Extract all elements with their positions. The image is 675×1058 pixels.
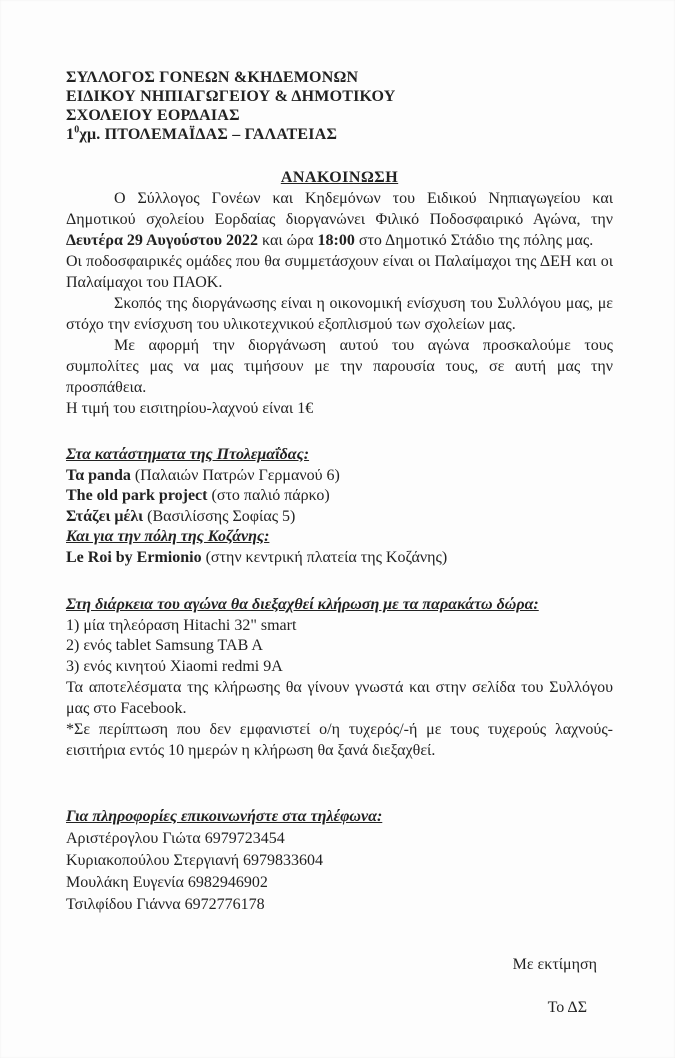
announcement-title (66, 167, 613, 188)
contact-entry: Μουλάκη Ευγενία 6982946902 (66, 874, 268, 891)
shop-item (66, 466, 613, 487)
shop-item (66, 486, 613, 507)
org-name-line2: ΕΙΔΙΚΟΥ ΝΗΠΙΑΓΩΓΕΙΟΥ & ΔΗΜΟΤΙΚΟΥ (66, 88, 396, 105)
raffle-prize-2: 2) ενός tablet Samsung TAB A (66, 637, 263, 654)
contacts-section (66, 806, 613, 916)
paragraph-ticket-price: Η τιμή του εισιτηρίου-λαχνού είναι 1€ (66, 400, 314, 417)
shop-name: Στάζει μέλι (66, 507, 144, 525)
km-number: 1 (66, 126, 75, 143)
intro-text-2: και ώρα (258, 232, 318, 249)
shop-name: Le Roi by Ermionio (66, 548, 202, 566)
closing-regards: Με εκτίμηση (512, 956, 597, 973)
paragraph-invitation: Με αφορμή την διοργάνωση αυτού του αγώνα προσκαλούμε τους συμπολίτες μας να μας τιμήσουν με την παρουσία τους, σε αυτή μας την προσπάθεια. (66, 337, 613, 396)
paragraph-teams: Οι ποδοσφαιρικές ομάδες που θα συμμετάσχουν είναι οι Παλαίμαχοι της ΔΕΗ και οι Παλαίμαχοι του ΠΑΟΚ. (66, 253, 613, 291)
paragraph-redraw-note: *Σε περίπτωση που δεν εμφανιστεί ο/η τυχερός/-ή με τους τυχερούς λαχνούς-εισιτήρια εντός 10 ημερών η κλήρωση θα ξανά διεξαχθεί. (66, 721, 613, 759)
intro-text-3: στο Δημοτικό Στάδιο της πόλης μας. (354, 232, 594, 249)
announcement-title-text: ΑΝΑΚΟΙΝΩΣΗ (280, 169, 399, 186)
org-name-line3: ΣΧΟΛΕΙΟΥ ΕΟΡΔΑΙΑΣ (66, 107, 240, 124)
shop-address: (στην κεντρική πλατεία της Κοζάνης) (201, 548, 448, 566)
shops-heading-ptolemaida: Στα κατάστηματα της Πτολεμαΐδας: (66, 446, 310, 463)
shops-heading-kozani: Και για την πόλη της Κοζάνης: (66, 528, 270, 545)
closing-signature: Το ΔΣ (547, 999, 587, 1016)
org-name-line1: ΣΥΛΛΟΓΟΣ ΓΟΝΕΩΝ &ΚΗΔΕΜΟΝΩΝ (66, 69, 359, 86)
event-date: Δευτέρα 29 Αυγούστου 2022 (66, 232, 259, 249)
event-time: 18:00 (317, 232, 355, 249)
km-superscript: 0 (74, 124, 80, 136)
shop-address: (στο παλιό πάρκο) (207, 487, 330, 504)
paragraph-intro (66, 188, 613, 251)
organization-header (66, 68, 613, 144)
ticket-sales-section (66, 445, 613, 568)
raffle-prize-3: 3) ενός κινητού Xiaomi redmi 9A (66, 657, 283, 675)
raffle-prize-1: 1) μία τηλεόραση Hitachi 32" smart (66, 616, 297, 634)
intro-text-1: Ο Σύλλογος Γονέων και Κηδεμόνων του Ειδικού Νηπιαγωγείου και Δημοτικού σχολείου Εορδαίας διοργανώνει Φιλικό Ποδοσφαιρικό Αγώνα, την (66, 190, 613, 228)
shop-address: (Παλαιών Πατρών Γερμανού 6) (130, 466, 340, 484)
contact-entry: Τσιλφίδου Γιάννα 6972776178 (66, 896, 265, 913)
contact-entry: Αριστέρογλου Γιώτα 6979723454 (66, 830, 285, 847)
contact-entry: Κυριακοπούλου Στεργιανή 6979833604 (66, 852, 324, 869)
shop-name: The old park project (66, 487, 208, 504)
org-address-line (66, 125, 613, 144)
shop-item (66, 507, 613, 528)
paragraph-purpose: Σκοπός της διοργάνωσης είναι η οικονομική ενίσχυση του Συλλόγου μας, με στόχο την ενίσχυση του υλικοτεχνικού εξοπλισμού των σχολείων μας. (66, 295, 613, 333)
paragraph-results: Τα αποτελέσματα της κλήρωσης θα γίνουν γνωστά και στην σελίδα του Συλλόγου μας στο Facebook. (66, 679, 613, 717)
shop-address: (Βασιλίσσης Σοφίας 5) (143, 507, 296, 525)
shop-name: Τα panda (66, 466, 131, 484)
km-route: χμ. ΠΤΟΛΕΜΑΪΔΑΣ – ΓΑΛΑΤΕΙΑΣ (79, 126, 338, 143)
raffle-section (66, 595, 613, 677)
raffle-heading: Στη διάρκεια του αγώνα θα διεξαχθεί κλήρωση με τα παρακάτω δώρα: (66, 596, 539, 613)
shop-item (66, 548, 613, 569)
contacts-heading: Για πληροφορίες επικοινωνήστε στα τηλέφωνα: (66, 808, 383, 825)
